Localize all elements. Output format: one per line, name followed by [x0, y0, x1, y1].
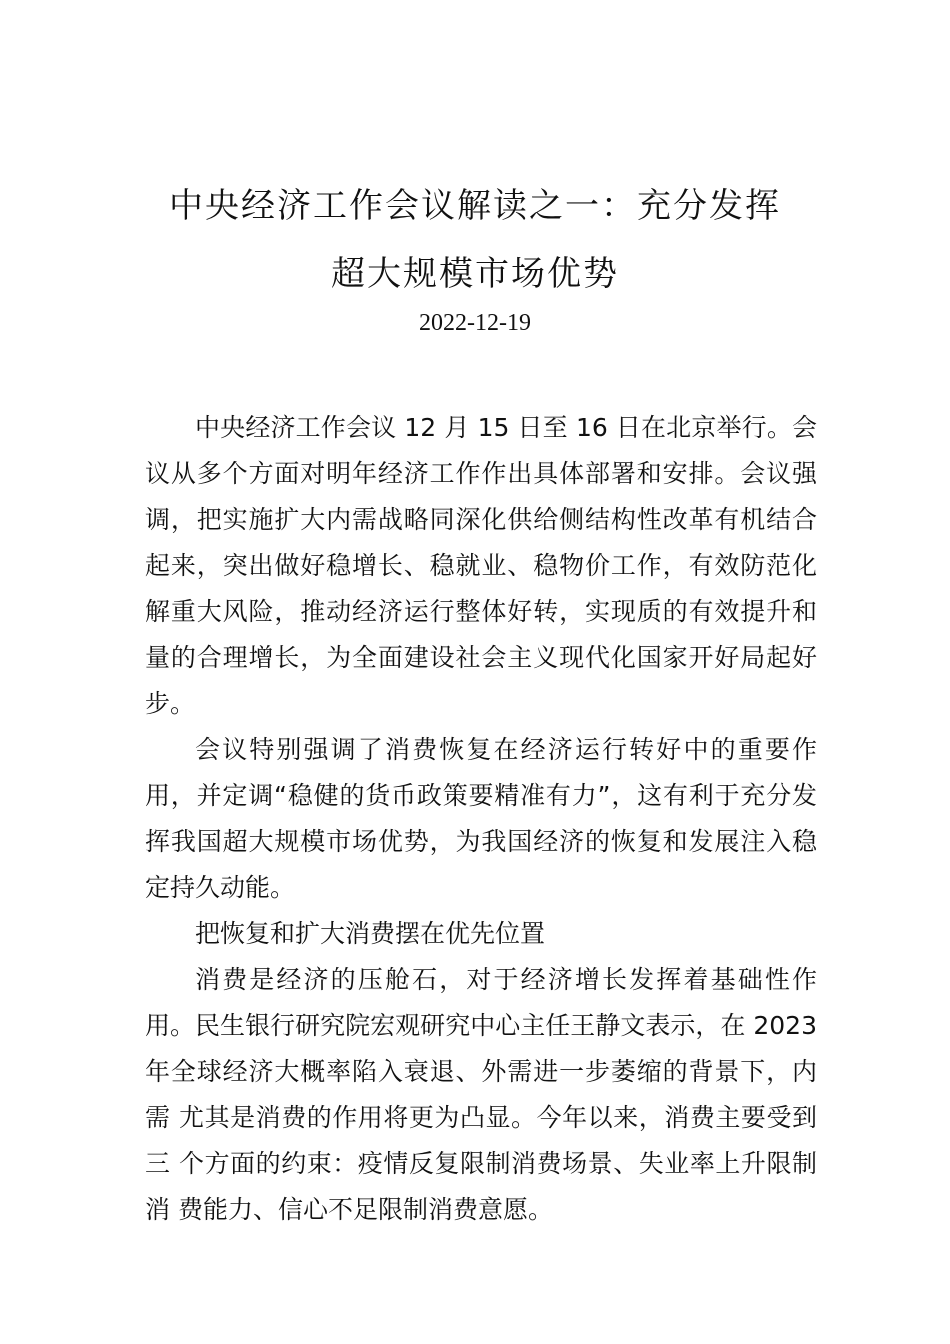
document-title-line-1: 中央经济工作会议解读之一：充分发挥	[169, 186, 781, 226]
article-body	[145, 405, 817, 1233]
paragraph-3: 消费是经济的压舱石，对于经济增长发挥着基础性作用。民生银行研究院宏观研究中心主任王静文表示，在 2023 年全球经济大概率陷入衰退、外需进一步萎缩的背景下，内需 尤其是消费的作用将更为凸显。今年以来，消费主要受到三 个方面的约束：疫情反复限制消费场景、失业率上升限制消 费能力、信心不足限制消费意愿。	[145, 965, 817, 1224]
paragraph-1: 中央经济工作会议 12 月 15 日至 16 日在北京举行。会议从多个方面对明年经济工作作出具体部署和安排。会议强调，把实施扩大内需战略同深化供给侧结构性改革有机结合起来，突出做好稳增长、稳就业、稳物价工作，有效防范化解重大风险，推动经济运行整体好转，实现质的有效提升和量的合理增长，为全面建设社会主义现代化国家开好局起好步。	[145, 413, 817, 718]
publish-date: 2022-12-19	[419, 310, 531, 336]
paragraph-2: 会议特别强调了消费恢复在经济运行转好中的重要作用，并定调“稳健的货币政策要精准有力”，这有利于充分发挥我国超大规模市场优势，为我国经济的恢复和发展注入稳定持久动能。	[145, 735, 817, 902]
document-title-line-2: 超大规模市场优势	[331, 254, 619, 294]
section-heading: 把恢复和扩大消费摆在优先位置	[195, 919, 546, 948]
